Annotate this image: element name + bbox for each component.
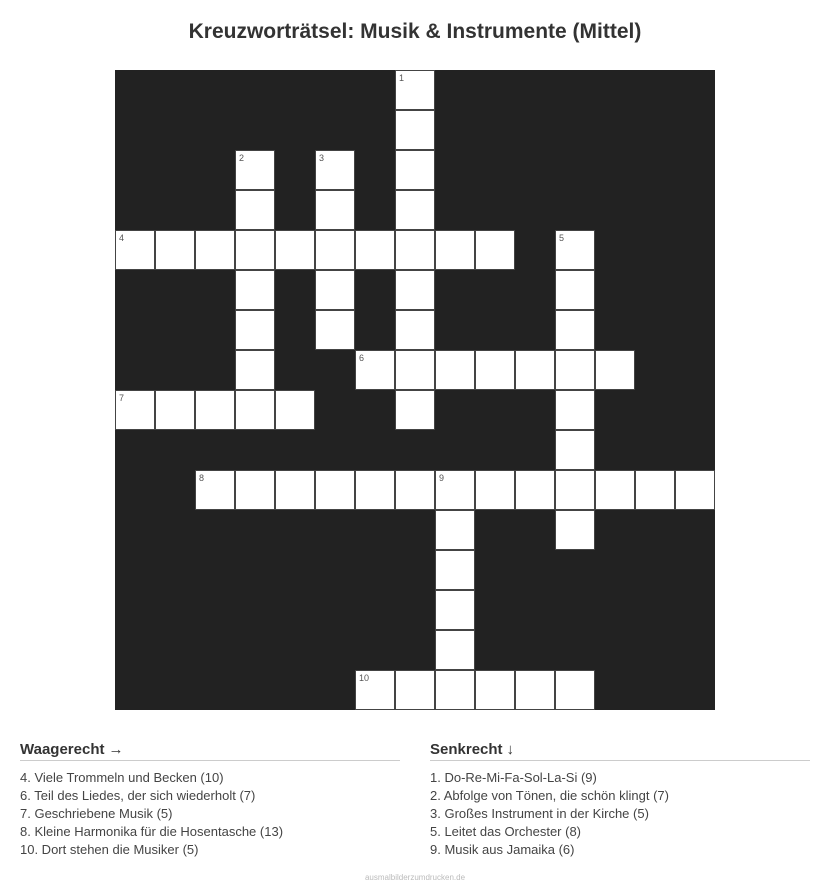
grid-cell[interactable]	[315, 310, 355, 350]
grid-cell[interactable]	[115, 390, 155, 430]
grid-cell[interactable]	[395, 70, 435, 110]
grid-cell[interactable]	[395, 670, 435, 710]
grid-cell[interactable]	[195, 230, 235, 270]
across-clue-list	[20, 769, 400, 859]
grid-cell[interactable]	[635, 470, 675, 510]
grid-cell[interactable]	[435, 670, 475, 710]
grid-cell[interactable]	[395, 110, 435, 150]
across-clue-8: 8. Kleine Harmonika für die Hosentasche (13)	[20, 824, 284, 839]
grid-cell[interactable]	[235, 390, 275, 430]
grid-cell[interactable]	[395, 310, 435, 350]
grid-cell[interactable]	[355, 230, 395, 270]
grid-cell[interactable]	[235, 470, 275, 510]
grid-cell[interactable]	[315, 190, 355, 230]
grid-cell[interactable]	[675, 470, 715, 510]
grid-cell[interactable]	[275, 230, 315, 270]
puzzle-title: Kreuzworträtsel: Musik & Instrumente (Mittel)	[188, 20, 642, 43]
grid-cell[interactable]	[235, 230, 275, 270]
grid-cell[interactable]	[435, 630, 475, 670]
grid-cell[interactable]	[395, 470, 435, 510]
down-clue-list	[430, 769, 810, 859]
clue-number: 8	[199, 473, 205, 483]
grid-cell[interactable]	[555, 430, 595, 470]
grid-cell[interactable]	[555, 310, 595, 350]
grid-cell[interactable]	[515, 670, 555, 710]
grid-cell[interactable]	[435, 470, 475, 510]
across-clues-panel	[20, 741, 400, 859]
grid-cell[interactable]	[395, 230, 435, 270]
down-clue-3: 3. Großes Instrument in der Kirche (5)	[430, 806, 649, 821]
source-footer: ausmalbilderzumdrucken.de	[364, 873, 466, 882]
down-clues-panel	[430, 741, 810, 859]
across-heading-label: Waagerecht	[20, 741, 105, 758]
grid-cell[interactable]	[475, 670, 515, 710]
grid-cell[interactable]	[355, 670, 395, 710]
across-clue-7: 7. Geschriebene Musik (5)	[20, 806, 173, 821]
grid-cell[interactable]	[435, 230, 475, 270]
clue-number: 6	[359, 353, 365, 363]
grid-cell[interactable]	[435, 590, 475, 630]
grid-cell[interactable]	[595, 470, 635, 510]
grid-cell[interactable]	[315, 230, 355, 270]
grid-cell[interactable]	[395, 270, 435, 310]
grid-cell[interactable]	[515, 350, 555, 390]
down-heading	[430, 741, 810, 761]
grid-cell[interactable]	[475, 350, 515, 390]
grid-cell[interactable]	[395, 390, 435, 430]
grid-cell[interactable]	[435, 350, 475, 390]
grid-cell[interactable]	[235, 310, 275, 350]
grid-cell[interactable]	[195, 470, 235, 510]
down-clue-5: 5. Leitet das Orchester (8)	[430, 824, 582, 839]
grid-cell[interactable]	[275, 470, 315, 510]
grid-cell[interactable]	[475, 230, 515, 270]
clue-number: 10	[359, 673, 370, 683]
down-clue-9: 9. Musik aus Jamaika (6)	[430, 842, 575, 857]
grid-cell[interactable]	[515, 470, 555, 510]
grid-cell[interactable]	[155, 230, 195, 270]
grid-cell[interactable]	[395, 190, 435, 230]
across-clue-6: 6. Teil des Liedes, der sich wiederholt (7)	[20, 788, 256, 803]
across-clue-4: 4. Viele Trommeln und Becken (10)	[20, 770, 224, 785]
crossword-grid	[115, 70, 715, 710]
grid-cell[interactable]	[235, 150, 275, 190]
across-heading	[20, 741, 400, 761]
down-clue-1: 1. Do-Re-Mi-Fa-Sol-La-Si (9)	[430, 770, 597, 785]
grid-cell[interactable]	[555, 510, 595, 550]
grid-cell[interactable]	[555, 230, 595, 270]
clue-number: 3	[319, 153, 325, 163]
grid-cell[interactable]	[275, 390, 315, 430]
grid-cell[interactable]	[555, 670, 595, 710]
clue-number: 9	[439, 473, 445, 483]
clue-number: 1	[399, 73, 405, 83]
grid-cell[interactable]	[235, 270, 275, 310]
arrow-down-icon: ↓	[506, 741, 515, 758]
clue-number: 5	[559, 233, 565, 243]
down-heading-label: Senkrecht	[430, 741, 503, 758]
grid-cell[interactable]	[555, 470, 595, 510]
clue-number: 7	[119, 393, 125, 403]
grid-cell[interactable]	[595, 350, 635, 390]
grid-cell[interactable]	[475, 470, 515, 510]
grid-cell[interactable]	[315, 270, 355, 310]
grid-cell[interactable]	[435, 550, 475, 590]
grid-cell[interactable]	[355, 470, 395, 510]
grid-cell[interactable]	[395, 150, 435, 190]
grid-cell[interactable]	[355, 350, 395, 390]
grid-cell[interactable]	[395, 350, 435, 390]
grid-cell[interactable]	[195, 390, 235, 430]
clue-number: 4	[119, 233, 125, 243]
grid-cell[interactable]	[155, 390, 195, 430]
grid-cell[interactable]	[115, 230, 155, 270]
grid-cell[interactable]	[555, 350, 595, 390]
grid-cell[interactable]	[315, 150, 355, 190]
grid-cell[interactable]	[555, 270, 595, 310]
grid-cell[interactable]	[555, 390, 595, 430]
down-clue-2: 2. Abfolge von Tönen, die schön klingt (7)	[430, 788, 669, 803]
across-clue-10: 10. Dort stehen die Musiker (5)	[20, 842, 199, 857]
clue-number: 2	[239, 153, 245, 163]
arrow-right-icon: →	[108, 741, 124, 758]
grid-cell[interactable]	[235, 350, 275, 390]
grid-cell[interactable]	[435, 510, 475, 550]
grid-cell[interactable]	[235, 190, 275, 230]
grid-cell[interactable]	[315, 470, 355, 510]
